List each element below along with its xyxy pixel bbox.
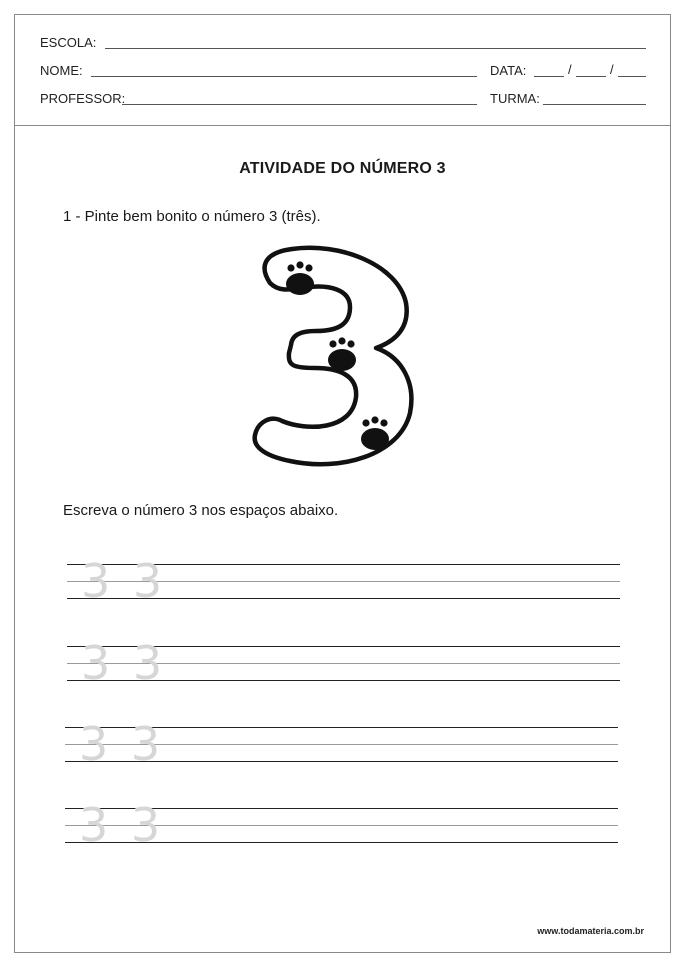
writing-instruction: Escreva o número 3 nos espaços abaixo. <box>63 502 339 519</box>
number-three-coloring-illustration[interactable] <box>230 235 430 475</box>
class-field[interactable] <box>543 104 646 105</box>
tracing-digits: 3 3 <box>79 798 165 852</box>
name-field[interactable] <box>91 76 477 77</box>
date-label: DATA: <box>490 63 527 78</box>
teacher-field[interactable] <box>122 104 477 105</box>
tracing-digits: 3 3 <box>81 636 167 690</box>
class-label: TURMA: <box>490 91 540 106</box>
school-field[interactable] <box>105 48 646 49</box>
paw-print-icon <box>361 416 389 450</box>
name-label: NOME: <box>40 63 83 78</box>
tracing-digits: 3 3 <box>79 717 165 771</box>
worksheet-page <box>14 14 671 953</box>
tracing-row[interactable] <box>67 554 620 608</box>
school-label: ESCOLA: <box>40 35 97 50</box>
teacher-label: PROFESSOR: <box>40 91 126 106</box>
activity-title: ATIVIDADE DO NÚMERO 3 <box>239 160 446 177</box>
paw-print-icon <box>286 261 314 295</box>
coloring-instruction: 1 - Pinte bem bonito o número 3 (três). <box>63 208 321 225</box>
tracing-row[interactable] <box>67 636 620 690</box>
tracing-row[interactable] <box>65 798 618 852</box>
date-year-field[interactable] <box>618 76 646 77</box>
tracing-row[interactable] <box>65 717 618 771</box>
date-separator: / <box>568 62 572 77</box>
date-separator: / <box>610 62 614 77</box>
student-info-header <box>15 15 670 126</box>
tracing-digits: 3 3 <box>81 554 167 608</box>
source-website: www.todamateria.com.br <box>537 926 644 936</box>
date-month-field[interactable] <box>576 76 606 77</box>
date-day-field[interactable] <box>534 76 564 77</box>
paw-print-icon <box>328 337 356 371</box>
